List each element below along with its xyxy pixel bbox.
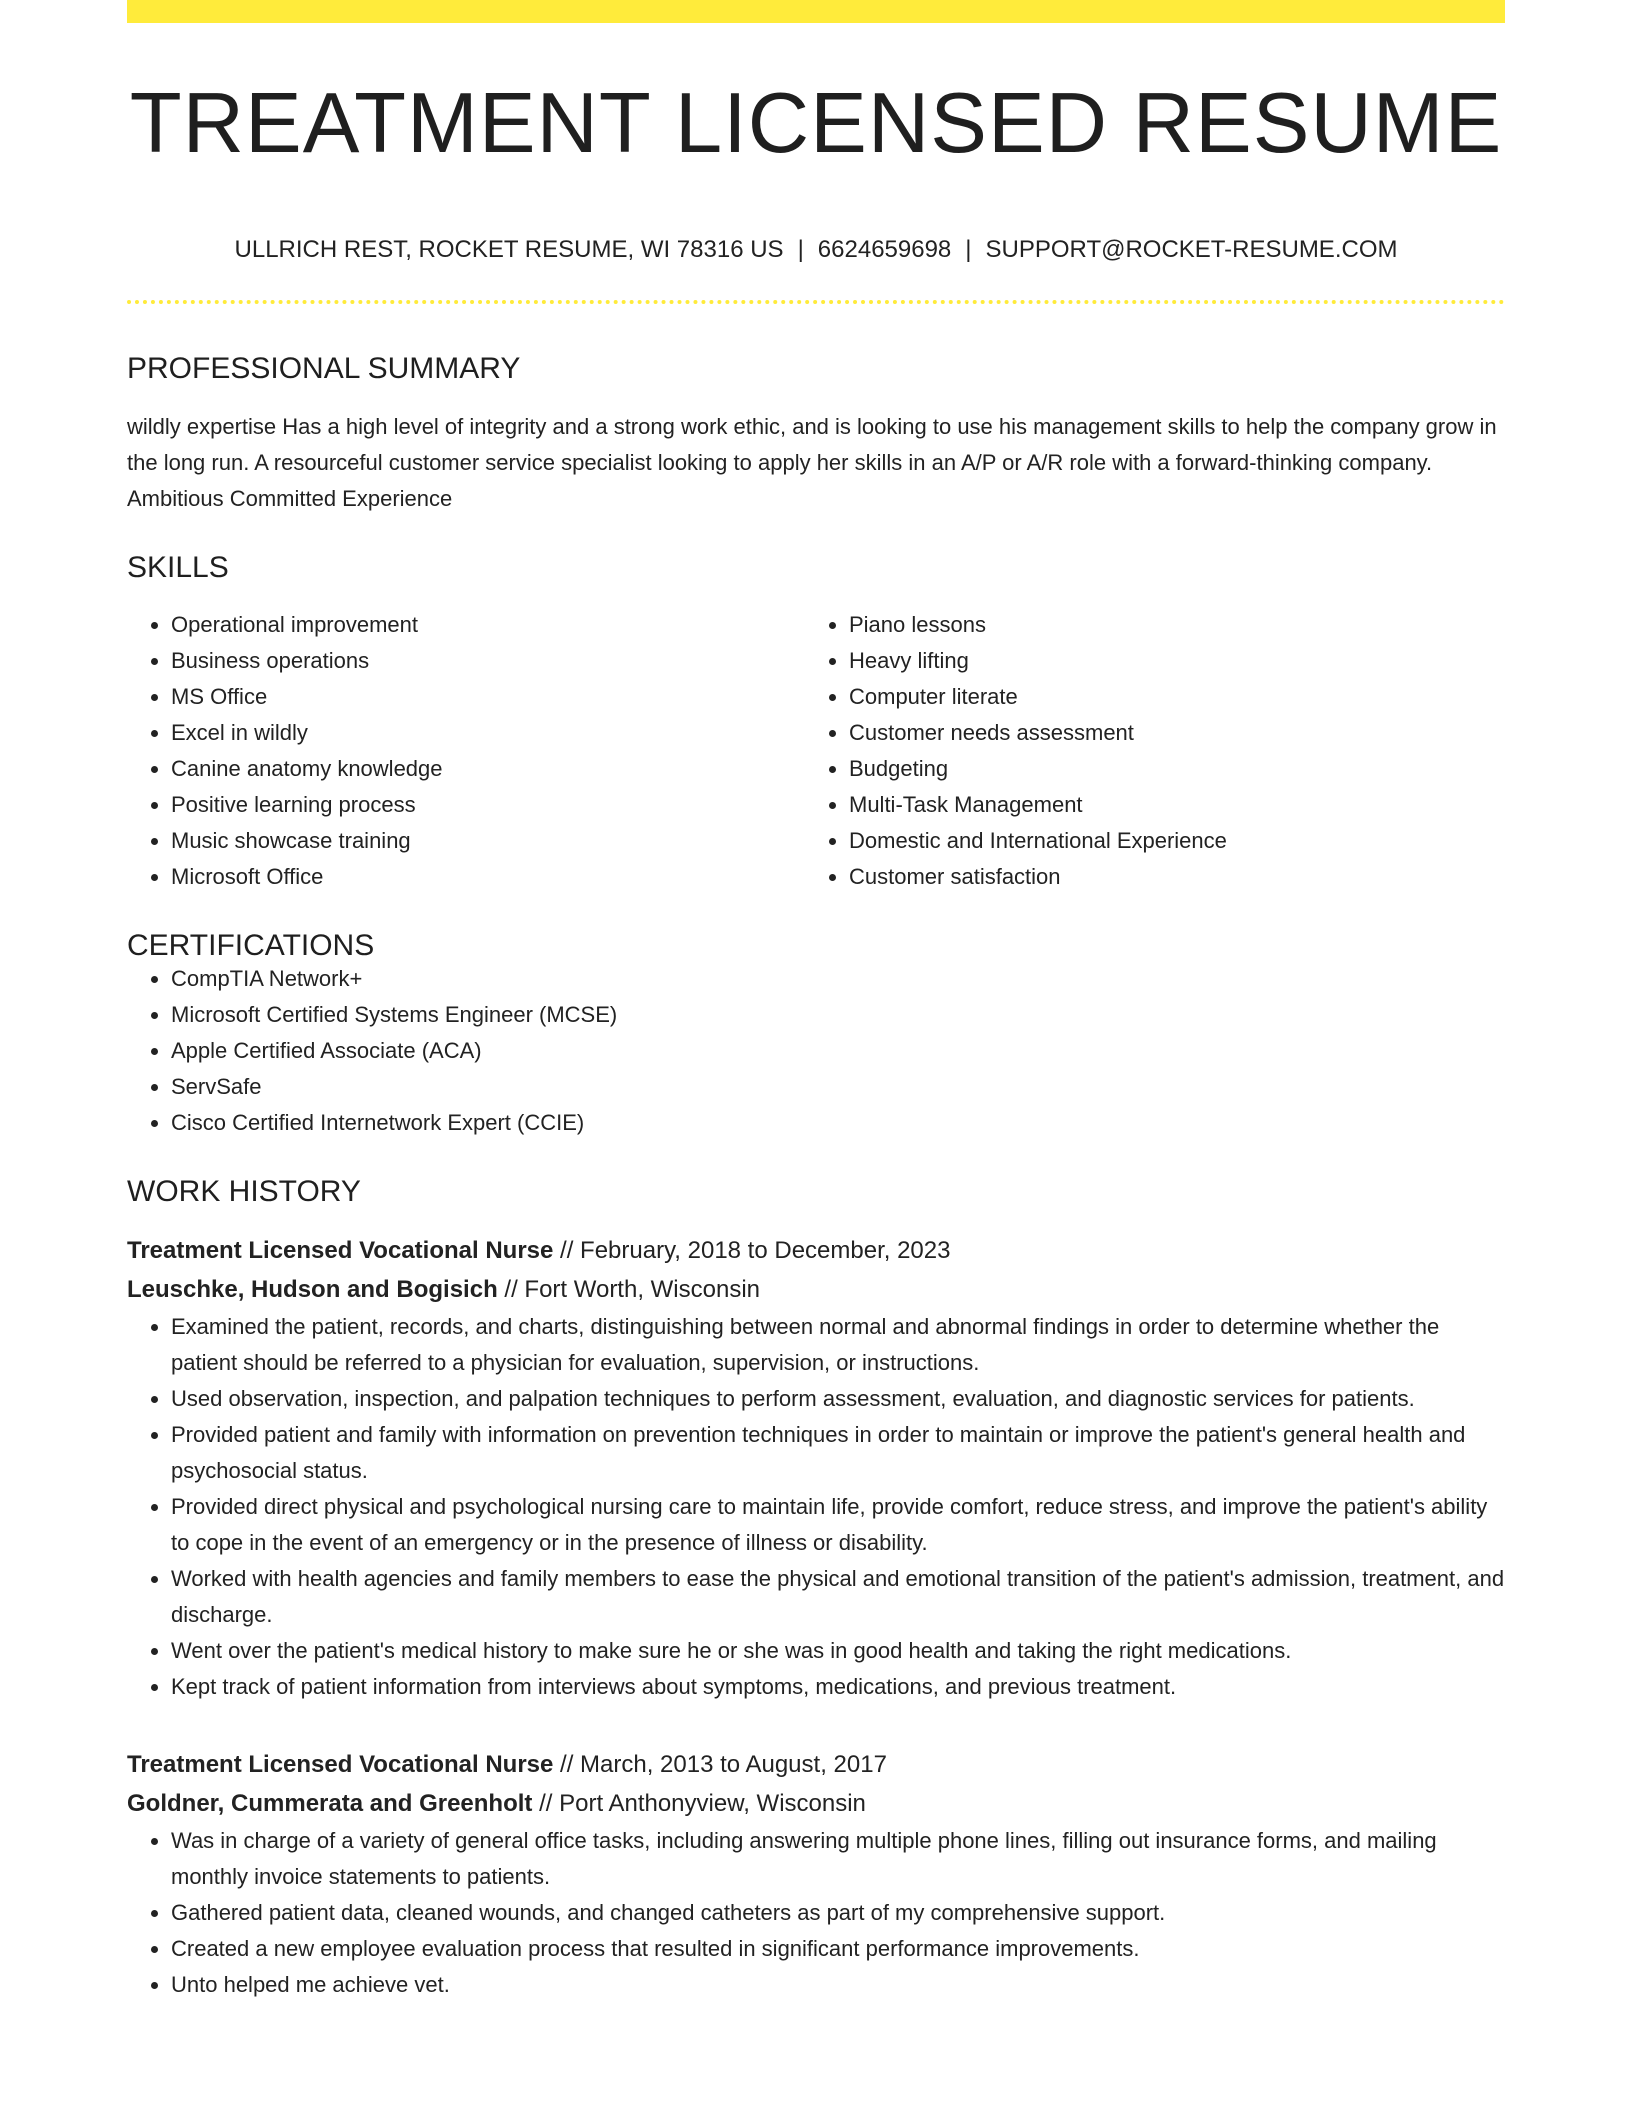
job-duties-list xyxy=(127,1309,1505,1705)
skill-item: • Excel in wildly xyxy=(171,715,805,751)
summary-heading: PROFESSIONAL SUMMARY xyxy=(127,352,521,385)
certification-item: • ServSafe xyxy=(171,1069,1505,1105)
certifications-list xyxy=(127,961,1505,1141)
certifications-heading: CERTIFICATIONS xyxy=(127,929,375,962)
job-dates: // February, 2018 to December, 2023 xyxy=(560,1237,951,1264)
skill-item: • Piano lessons xyxy=(849,607,1483,643)
accent-top-bar xyxy=(127,0,1505,23)
resume-title: TREATMENT LICENSED RESUME xyxy=(129,76,1503,171)
skill-item: • Heavy lifting xyxy=(849,643,1483,679)
skill-item: • Budgeting xyxy=(849,751,1483,787)
skills-column-right xyxy=(805,607,1483,895)
contact-phone: 6624659698 xyxy=(817,236,952,263)
skill-item: • Multi-Task Management xyxy=(849,787,1483,823)
job-entry xyxy=(127,1231,1505,1705)
skills-column-left xyxy=(127,607,805,895)
skill-item: • Operational improvement xyxy=(171,607,805,643)
certification-item: • Microsoft Certified Systems Engineer (MCSE) xyxy=(171,997,1505,1033)
skill-item: • Customer satisfaction xyxy=(849,859,1483,895)
job-duty-item: • Examined the patient, records, and charts, distinguishing between normal and abnormal findings in order to determine whether the patient should be referred to a physician for evaluation, supervision, or instructions. xyxy=(171,1309,1505,1381)
job-duty-item: • Kept track of patient information from interviews about symptoms, medications, and previous treatment. xyxy=(171,1669,1505,1705)
skill-item: • Music showcase training xyxy=(171,823,805,859)
job-title: Treatment Licensed Vocational Nurse xyxy=(127,1751,554,1778)
job-dates: // March, 2013 to August, 2017 xyxy=(560,1751,887,1778)
skill-item: • Canine anatomy knowledge xyxy=(171,751,805,787)
job-duty-item: • Used observation, inspection, and palpation techniques to perform assessment, evaluation, and diagnostic services for patients. xyxy=(171,1381,1505,1417)
contact-separator: | xyxy=(797,236,804,263)
skill-item: • Business operations xyxy=(171,643,805,679)
job-title-line xyxy=(127,1745,1505,1784)
job-company-line xyxy=(127,1270,1505,1309)
certification-item: • Cisco Certified Internetwork Expert (CCIE) xyxy=(171,1105,1505,1141)
header-divider xyxy=(127,300,1505,304)
job-duty-item: • Went over the patient's medical history to make sure he or she was in good health and taking the right medications. xyxy=(171,1633,1505,1669)
summary-text: wildly expertise Has a high level of integrity and a strong work ethic, and is looking to use his management skills to help the company grow in the long run. A resourceful customer service specialist looking to apply her skills in an A/P or A/R role with a forward-thinking company. Ambitious Committed Experience xyxy=(127,414,1497,511)
skill-item: • MS Office xyxy=(171,679,805,715)
job-location: // Fort Worth, Wisconsin xyxy=(504,1276,761,1303)
skills-grid xyxy=(127,607,1505,895)
job-company: Goldner, Cummerata and Greenholt xyxy=(127,1790,533,1817)
job-company-line xyxy=(127,1784,1505,1823)
certification-item: • CompTIA Network+ xyxy=(171,961,1505,997)
job-duty-item: • Created a new employee evaluation process that resulted in significant performance improvements. xyxy=(171,1931,1505,1967)
job-entry xyxy=(127,1745,1505,2003)
skill-item: • Positive learning process xyxy=(171,787,805,823)
job-duty-item: • Unto helped me achieve vet. xyxy=(171,1967,1505,2003)
skill-item: • Customer needs assessment xyxy=(849,715,1483,751)
skills-list-right xyxy=(805,607,1483,895)
contact-separator: | xyxy=(965,236,972,263)
job-company: Leuschke, Hudson and Bogisich xyxy=(127,1276,498,1303)
certification-item: • Apple Certified Associate (ACA) xyxy=(171,1033,1505,1069)
contact-address: ULLRICH REST, ROCKET RESUME, WI 78316 US xyxy=(234,236,784,263)
skills-heading: SKILLS xyxy=(127,551,229,584)
job-duty-item: • Was in charge of a variety of general office tasks, including answering multiple phone lines, filling out insurance forms, and mailing monthly invoice statements to patients. xyxy=(171,1823,1505,1895)
contact-line xyxy=(127,238,1505,262)
skill-item: • Microsoft Office xyxy=(171,859,805,895)
work-history-heading: WORK HISTORY xyxy=(127,1175,361,1208)
job-duty-item: • Provided patient and family with information on prevention techniques in order to maintain or improve the patient's general health and psychosocial status. xyxy=(171,1417,1505,1489)
job-location: // Port Anthonyview, Wisconsin xyxy=(539,1790,866,1817)
job-duties-list xyxy=(127,1823,1505,2003)
job-title-line xyxy=(127,1231,1505,1270)
job-duty-item: • Gathered patient data, cleaned wounds, and changed catheters as part of my comprehensive support. xyxy=(171,1895,1505,1931)
job-title: Treatment Licensed Vocational Nurse xyxy=(127,1237,554,1264)
skills-list-left xyxy=(127,607,805,895)
contact-email: SUPPORT@ROCKET-RESUME.COM xyxy=(985,236,1398,263)
job-duty-item: • Provided direct physical and psychological nursing care to maintain life, provide comfort, reduce stress, and improve the patient's ability to cope in the event of an emergency or in the presence of illness or disability. xyxy=(171,1489,1505,1561)
job-duty-item: • Worked with health agencies and family members to ease the physical and emotional transition of the patient's admission, treatment, and discharge. xyxy=(171,1561,1505,1633)
skill-item: • Computer literate xyxy=(849,679,1483,715)
skill-item: • Domestic and International Experience xyxy=(849,823,1483,859)
resume-page xyxy=(127,0,1505,2003)
